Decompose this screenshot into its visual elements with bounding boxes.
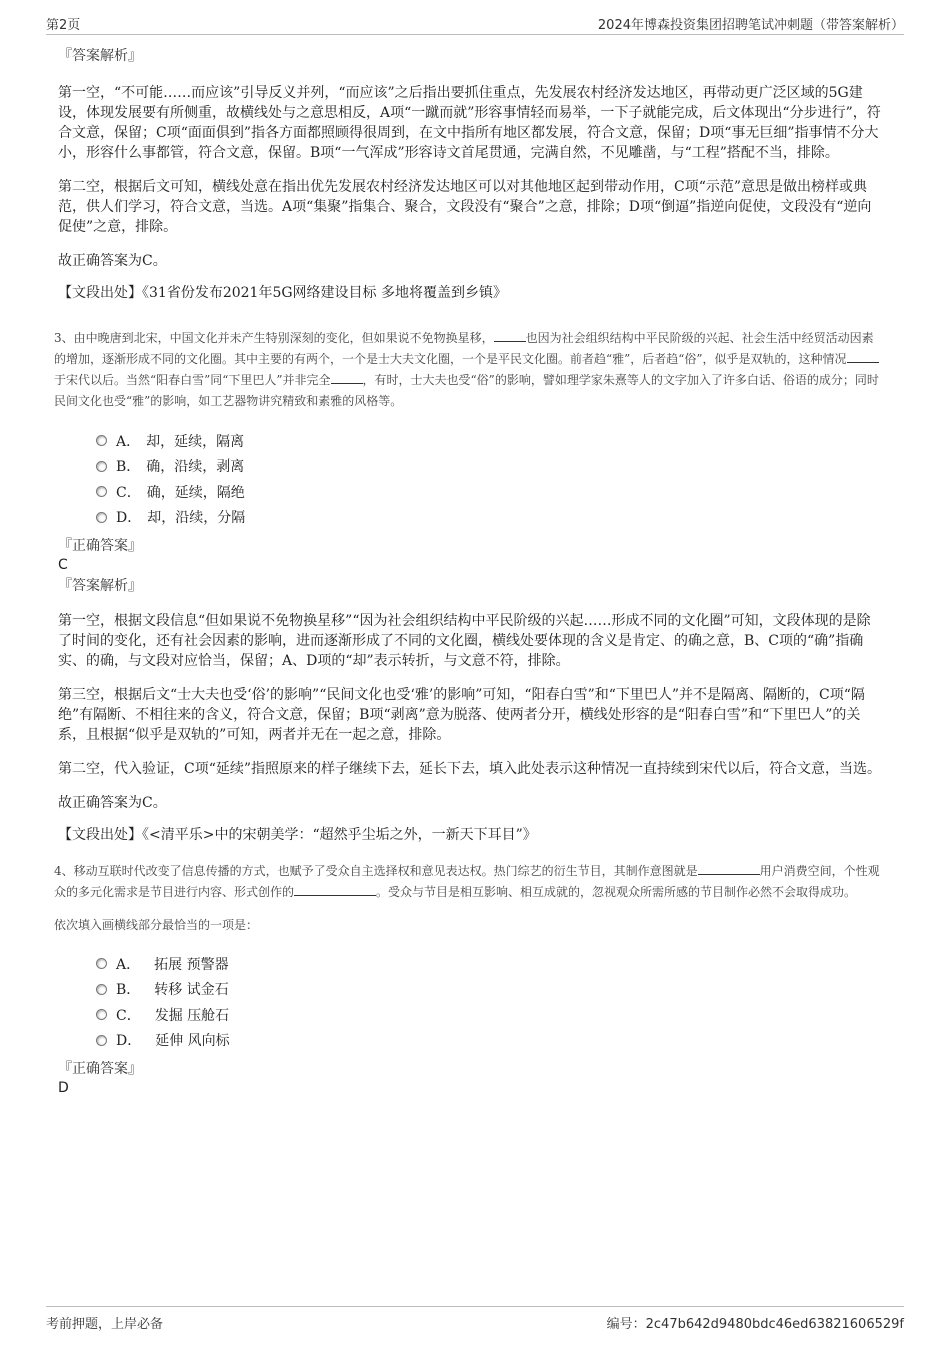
q3-analysis-paragraph: 第二空，代入验证，C项“延续”指照原来的样子继续下去，延长下去，填入此处表示这种情况一直持续到宋代以后，符合文意，当选。 — [58, 761, 882, 777]
question-4-stem — [54, 861, 884, 903]
radio-circle-icon[interactable] — [96, 958, 107, 969]
question-4-instruction: 依次填入画横线部分最恰当的一项是： — [54, 918, 259, 932]
stem-text: ，有时，士大夫也受“俗”的影响，譬如理学家朱熹等人的文字加入了许多白话、俗语的成分；同时民间文化也受“雅”的影响，如工艺器物讲究精致和素雅的风格等。 — [54, 373, 879, 408]
page-number: 第2页 — [46, 18, 81, 33]
document-id: 编号：2c47b642d9480bdc46ed63821606529f — [606, 1317, 904, 1332]
stem-text: 3、由中晚唐到北宋，中国文化并未产生特别深刻的变化，但如果说不免物换星移， — [54, 331, 494, 345]
stem-text: 也因为社会组织结构中平民阶级的兴起、社会生活中经贸活动因素的增加，逐渐形成不同的文化圈。其中主要的有两个，一个是士大夫文化圈，一个是平民文化圈。前者趋“雅”，后者趋“俗”，似乎是双轨的，这种情况 — [54, 331, 874, 366]
q2-analysis-paragraph: 第二空，根据后文可知，横线处意在指出优先发展农村经济发达地区可以对其他地区起到带动作用，C项“示范”意思是做出榜样或典范，供人们学习，符合文意，当选。A项“集聚”指集合、聚合，文段没有“聚合”之意，排除；D项“倒逼”指逆向促使，文段没有“逆向促使”之意，排除。 — [58, 179, 872, 235]
radio-circle-icon[interactable] — [96, 461, 107, 472]
option-a[interactable]: A． 却，延续，隔离 — [96, 428, 884, 454]
q2-analysis-section — [58, 46, 884, 303]
stem-text: 。受众与节目是相互影响、相互成就的，忽视观众所需所感的节目制作必然不会取得成功。 — [376, 885, 857, 899]
option-d[interactable]: D． 却，沿续，分隔 — [96, 505, 884, 531]
option-c[interactable]: C． 发掘 压舱石 — [96, 1002, 884, 1028]
radio-circle-icon[interactable] — [96, 486, 107, 497]
fill-blank — [847, 350, 879, 363]
option-a[interactable]: A． 拓展 预警器 — [96, 951, 884, 977]
stem-text: 用户消费空间，个性观众的多元化需求是节目进行内容、形式创作的 — [54, 864, 880, 899]
fill-blank — [294, 883, 376, 896]
question-3-stem — [54, 328, 884, 412]
q3-answer-label: 『正确答案』 — [58, 538, 142, 554]
q2-conclusion: 故正确答案为C。 — [58, 253, 167, 269]
q3-analysis-paragraph: 第三空，根据后文“士大夫也受‘俗’的影响”“民间文化也受‘雅’的影响”可知，“阳春白雪”和“下里巴人”并不是隔离、隔断的，C项“隔绝”有隔断、不相往来的含义，符合文意，保留；B项“剥离”意为脱落、使两者分开，横线处形容的是“阳春白雪”和“下里巴人”的关系，且根据“似乎是双轨的”可知，两者并无在一起之意，排除。 — [58, 687, 865, 743]
option-b[interactable]: B． 转移 试金石 — [96, 977, 884, 1003]
stem-text: 4、移动互联时代改变了信息传播的方式，也赋予了受众自主选择权和意见表达权。热门综艺的衍生节目，其制作意图就是 — [54, 864, 698, 878]
document-title: 2024年博森投资集团招聘笔试冲刺题（带答案解析） — [597, 18, 904, 33]
question-3-options — [58, 428, 884, 530]
radio-circle-icon[interactable] — [96, 1035, 107, 1046]
q3-answer-value: C — [58, 557, 68, 573]
question-4-options — [58, 951, 884, 1053]
stem-text: 于宋代以后。当然“阳春白雪”同“下里巴人”并非完全 — [54, 373, 331, 387]
footer-slogan: 考前押题，上岸必备 — [46, 1317, 164, 1332]
q2-analysis-label: 『答案解析』 — [58, 48, 142, 64]
fill-blank — [698, 862, 760, 875]
question-3 — [54, 328, 884, 845]
page-footer — [46, 1306, 904, 1331]
radio-circle-icon[interactable] — [96, 1009, 107, 1020]
option-b[interactable]: B． 确，沿续，剥离 — [96, 454, 884, 480]
option-d[interactable]: D． 延伸 风向标 — [96, 1028, 884, 1054]
q2-source: 【文段出处】《31省份发布2021年5G网络建设目标 多地将覆盖到乡镇》 — [58, 285, 507, 301]
option-c[interactable]: C． 确，延续，隔绝 — [96, 479, 884, 505]
q3-analysis-paragraph: 第一空，根据文段信息“但如果说不免物换星移”“因为社会组织结构中平民阶级的兴起……形成不同的文化圈”可知，文段体现的是除了时间的变化，还有社会因素的影响，进而逐渐形成了不同的文化圈，横线处要体现的含义是肯定、的确之意，B、C项的“确”指确实、的确，与文段对应恰当，保留；A、D项的“却”表示转折，与文意不符，排除。 — [58, 613, 871, 669]
question-4 — [54, 861, 884, 1097]
page-header — [46, 10, 904, 35]
q3-conclusion: 故正确答案为C。 — [58, 795, 167, 811]
q4-answer-label: 『正确答案』 — [58, 1061, 142, 1077]
q4-answer-value: D — [58, 1080, 69, 1096]
fill-blank — [494, 329, 526, 342]
radio-circle-icon[interactable] — [96, 512, 107, 523]
radio-circle-icon[interactable] — [96, 984, 107, 995]
q2-analysis-paragraph: 第一空，“不可能……而应该”引导反义并列，“而应该”之后指出要抓住重点，先发展农村经济发达地区，再带动更广泛区域的5G建设，体现发展要有所侧重，故横线处与之意思相反，A项“一蹴而就”形容事情轻而易举，一下子就能完成，后文体现出“分步进行”，符合文意，保留；C项“面面俱到”指各方面都照顾得很周到，在文中指所有地区都发展，符合文意，保留；D项“事无巨细”指事情不分大小，形容什么事都管，符合文意，保留。B项“一气浑成”形容诗文首尾贯通，完满自然，不见雕凿，与“工程”搭配不当，排除。 — [58, 85, 881, 161]
radio-circle-icon[interactable] — [96, 435, 107, 446]
fill-blank — [331, 371, 363, 384]
q3-analysis-label: 『答案解析』 — [58, 578, 142, 594]
q3-source: 【文段出处】《<清平乐>中的宋朝美学：“超然乎尘垢之外，一新天下耳目”》 — [58, 827, 537, 843]
document-content — [54, 44, 884, 1097]
